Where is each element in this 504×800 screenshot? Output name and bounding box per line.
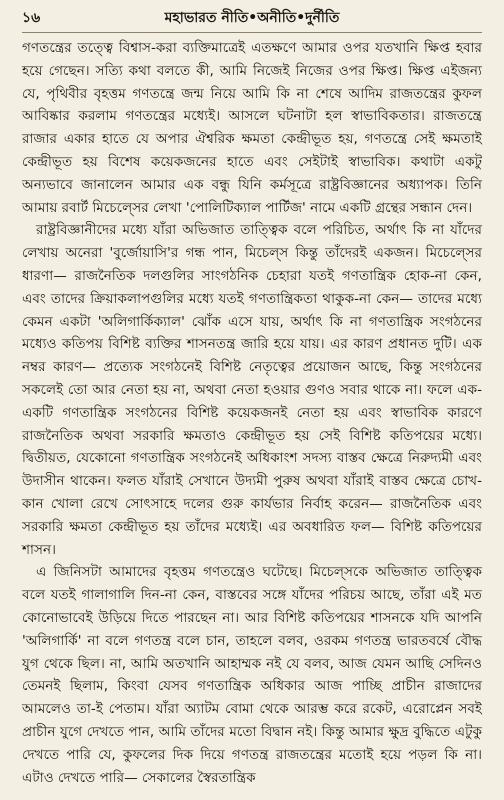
body-text	[22, 37, 482, 789]
paragraph-2: রাষ্ট্রবিজ্ঞানীদের মধ্যে যাঁরা অভিজাত তাত্ত্বিক বলে পরিচিত, অর্থাৎ কি না যাঁদের লেখায় অনেরা 'বুর্জোয়াসি'র গন্ধ পান, মিচেল্স কিন্তু তাঁদেরই একজন। মিচেল্সের ধারণা— রাজনৈতিক দলগুলির সাংগঠনিক চেহারা যতই গণতান্ত্রিক হোক-না কেন, এবং তাদের ক্রিয়াকলাপগুলির মধ্যে যতই গণতান্ত্রিকতা থাকুক-না কেন— তাদের মধ্যে কেমন একটা 'অলিগার্কিক্যাল' ঝোঁক এসে যায়, অর্থাৎ কি না গণতান্ত্রিক সংগঠনের মধ্যেও কতিপয় বিশিষ্ট ব্যক্তির শাসনতন্ত্র জারি হয়ে যায়। এর কারণ প্রধানত দুটি। এক নম্বর কারণ— প্রত্যেক সংগঠনেই বিশিষ্ট নেতৃত্বের প্রয়োজন আছে, কিন্তু সংগঠনের সকলেই তো আর নেতা হয় না, অথবা নেতা হওয়ার গুণও সবার থাকে না। ফলে এক-একটি গণতান্ত্রিক সংগঠনের বিশিষ্ট কয়েকজনই নেতা হয় এবং স্বাভাবিক কারণে রাজনৈতিক অথবা সরকারি ক্ষমতাও কেন্দ্রীভূত হয় সেই বিশিষ্ট কতিপয়ের মধ্যে। দ্বিতীয়ত, যেকোনো গণতান্ত্রিক সংগঠনেই অধিকাংশ সদস্য বাস্তব ক্ষেত্রে নিরুদ্যমী এবং উদাসীন থাকেন। ফলত যাঁরাই সেখানে উদ্যমী পুরুষ অথবা যাঁরাই বাস্তব ক্ষেত্রে চোখ-কান খোলা রেখে সোৎসাহে দলের গুরু কার্যভার নির্বাহ করেন— রাজনৈতিক এবং সরকারি ক্ষমতা কেন্দ্রীভূত হয় তাঁদের মধ্যেই। এর অবধারিত ফল— বিশিষ্ট কতিপয়ের শাসন।	[22, 222, 482, 558]
page-number: ১৬	[22, 10, 41, 26]
paragraph-3: এ জিনিসটা আমাদের বৃহত্তম গণতন্ত্রেও ঘটেছে। মিচেল্সকে অভিজাত তাত্ত্বিক বলে যতই গালাগালি দিন-না কেন, বাস্তবের সঙ্গে যাঁদের পরিচয় আছে, তাঁরা এই মত কোনোভাবেই উড়িয়ে দিতে পারছেন না। আর বিশিষ্ট কতিপয়ের শাসনকে যদি আপনি 'অলিগার্কি' না বলে গণতন্ত্র বলে চান, তাহলে বলব, ওরকম গণতন্ত্র ভারতবর্ষে বৌদ্ধ যুগ থেকে ছিল। না, আমি অতখানি আহাম্মক নই যে বলব, আজ যেমন আছি সেদিনও তেমনই ছিলাম, কিংবা যেসব গণতান্ত্রিক অধিকার আজ পাচ্ছি প্রাচীন রাজাদের আমলেও তা-ই পেতাম। যাঁরা অ্যাটম বোমা থেকে আরম্ভ করে রকেট, এরোপ্লেন সবই প্রাচীন যুগে দেখতে পান, আমি তাঁদের মতো বিদ্বান নই। কিন্তু আমার ক্ষুদ্র বুদ্ধিতে এটুকু দেখতে পারি যে, কুফলের দিক দিয়ে গণতন্ত্র রাজতন্ত্রের মতোই হয়ে পড়ল কি না। এটাও দেখতে পারি— সেকালের স্বৈরতান্ত্রিক	[22, 564, 482, 786]
paragraph-1: গণতন্ত্রের তত্ত্বে বিশ্বাস-করা ব্যক্তিমাত্রেই এতক্ষণে আমার ওপর যতখানি ক্ষিপ্ত হবার হয়ে গেছেন। সত্যি কথা বলতে কী, আমি নিজেই নিজের ওপর ক্ষিপ্ত। ক্ষিপ্ত এইজন্য যে, পৃথিবীর বৃহত্তম গণতন্ত্রে জন্ম নিয়ে আমি কি না শেষে আদিম রাজতন্ত্রের কুফল আবিষ্কার করলাম গণতন্ত্রের মধ্যেই। আসলে ঘটনাটা হল স্বাভাবিকতার। রাজতন্ত্রে রাজার একার হাতে যে অপার ঐশ্বরিক ক্ষমতা কেন্দ্রীভূত হয়, গণতন্ত্রে সেই ক্ষমতাই কেন্দ্রীভূত হয় বিশেষ কয়েকজনের হাতে এবং সেইটাই স্বাভাবিক। কথাটা একটু অন্যভাবে জানালেন আমার এক বন্ধু যিনি কর্মসূত্রে রাষ্ট্রবিজ্ঞানের অধ্যাপক। তিনি আমায় রবার্ট মিচেল্সের লেখা 'পোলিটিক্যাল পার্টিজ' নামে একটি গ্রন্থের সন্ধান দেন।	[22, 40, 482, 216]
running-title: মহাভারত নীতি•অনীতি•দুর্নীতি	[164, 10, 340, 26]
page-header	[22, 6, 482, 33]
